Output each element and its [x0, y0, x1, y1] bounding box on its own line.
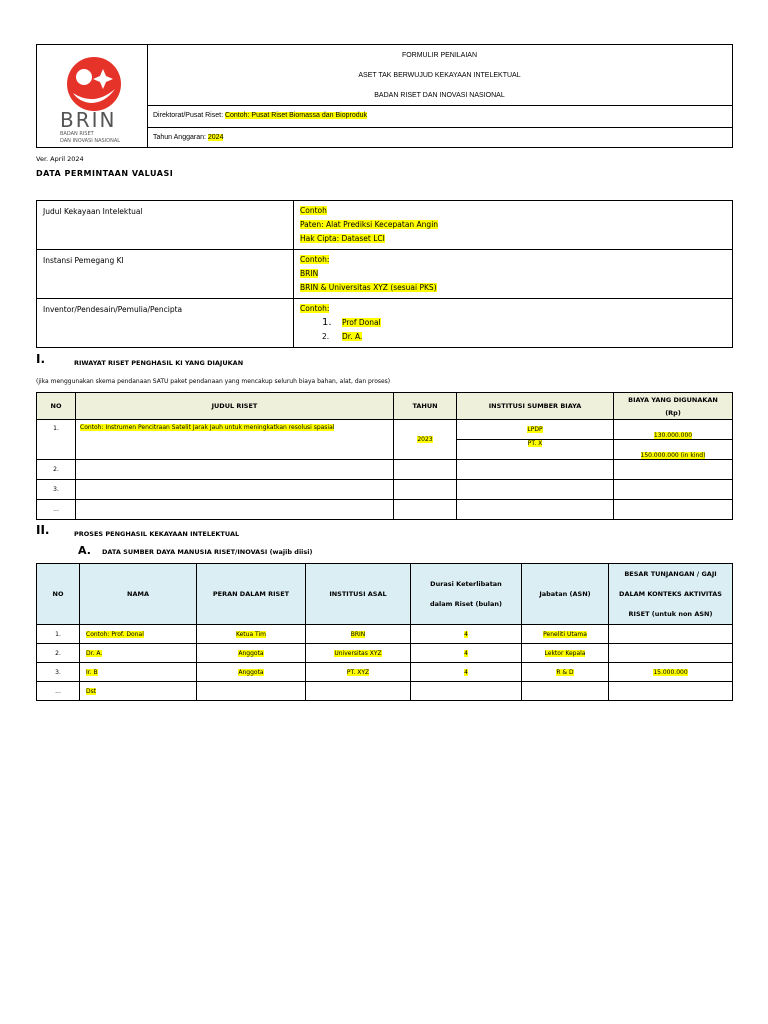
subsection-number: A. — [78, 544, 91, 557]
row-biaya: 150.000.000 (in kind) — [640, 452, 706, 459]
empty-cell[interactable] — [457, 500, 614, 520]
cell-besar[interactable] — [609, 682, 733, 701]
cell-institusi[interactable] — [306, 625, 411, 644]
form-title: FORMULIR PENILAIAN — [401, 52, 478, 59]
table-row — [37, 644, 733, 663]
section-title: RIWAYAT RISET PENGHASIL KI YANG DIAJUKAN — [74, 359, 244, 367]
col-header-besar-line: RISET (untuk non ASN) — [628, 610, 713, 618]
cell-text: Contoh: Prof. Donal — [86, 630, 144, 638]
table-row — [37, 625, 733, 644]
research-history-table — [36, 392, 733, 520]
section-number: II. — [36, 523, 50, 537]
row-institusi: LPDP — [527, 426, 543, 433]
cell-institusi[interactable] — [306, 663, 411, 682]
cell-no: 1. — [37, 625, 80, 644]
col-header-judul: JUDUL RISET — [76, 393, 394, 420]
header-divider — [147, 127, 732, 128]
cell-durasi[interactable] — [411, 625, 522, 644]
instansi-value[interactable] — [294, 250, 733, 299]
col-header-besar — [609, 564, 733, 625]
inventor-number: 1. — [322, 317, 332, 328]
cell-text: Dr. A. — [86, 649, 103, 657]
row-no: 3. — [37, 480, 76, 500]
judul-label: Judul Kekayaan Intelektual — [37, 201, 294, 250]
empty-cell[interactable] — [614, 460, 733, 480]
judul-line: Contoh — [300, 206, 327, 215]
cell-text: Peneliti Utama — [543, 630, 587, 638]
cell-text: Lektor Kepala — [544, 649, 586, 657]
cell-nama[interactable] — [80, 625, 197, 644]
cell-text: Ketua Tim — [235, 630, 267, 638]
cell-no: 3. — [37, 663, 80, 682]
section-note: (jika menggunakan skema pendanaan SATU paket pendanaan yang mencakup seluruh biaya bahan, alat, dan proses) — [36, 378, 391, 385]
cell-besar[interactable] — [609, 644, 733, 663]
col-header-besar-line: BESAR TUNJANGAN / GAJI — [624, 570, 717, 578]
inventor-name: Dr. A. — [342, 332, 363, 341]
version-label: Ver. April 2024 — [36, 155, 84, 163]
empty-cell[interactable] — [76, 460, 394, 480]
row-no: 1. — [37, 420, 76, 460]
cell-text: Anggota — [238, 649, 264, 657]
table-row — [37, 663, 733, 682]
subsection-title: DATA SUMBER DAYA MANUSIA RISET/INOVASI (wajib diisi) — [102, 548, 313, 556]
row-judul-cell[interactable] — [76, 420, 394, 460]
row-institusi: PT. X — [527, 440, 543, 447]
section-heading: DATA PERMINTAAN VALUASI — [36, 169, 174, 178]
logo-cell — [37, 45, 148, 147]
empty-cell[interactable] — [394, 500, 457, 520]
cell-durasi[interactable] — [411, 682, 522, 701]
col-header-besar-line: DALAM KONTEKS AKTIVITAS — [619, 590, 722, 598]
cell-durasi[interactable] — [411, 644, 522, 663]
cell-nama[interactable] — [80, 682, 197, 701]
row-biaya: 130.000.000 — [653, 432, 693, 439]
cell-besar[interactable] — [609, 663, 733, 682]
cell-text: Dst — [86, 687, 97, 695]
inventor-intro: Contoh: — [300, 304, 330, 313]
directorate-value[interactable]: Contoh: Pusat Riset Biomassa dan Bioproduk — [224, 112, 367, 119]
cell-institusi[interactable] — [306, 682, 411, 701]
col-header-jabatan: Jabatan (ASN) — [522, 564, 609, 625]
col-header-durasi — [411, 564, 522, 625]
col-header-peran: PERAN DALAM RISET — [197, 564, 306, 625]
judul-line: Paten: Alat Prediksi Kecepatan Angin — [300, 220, 439, 229]
brin-logo-icon — [65, 55, 123, 113]
cell-peran[interactable] — [197, 644, 306, 663]
form-subtitle: ASET TAK BERWUJUD KEKAYAAN INTELEKTUAL — [358, 72, 521, 79]
logo-wordmark: BRIN — [60, 108, 117, 132]
cell-peran[interactable] — [197, 682, 306, 701]
agency-name: BADAN RISET DAN INOVASI NASIONAL — [374, 92, 505, 99]
budget-year-label: Tahun Anggaran: — [153, 134, 208, 141]
instansi-line: BRIN — [300, 269, 319, 278]
col-header-durasi-line: Durasi Keterlibatan — [430, 580, 502, 588]
cell-no: ... — [37, 682, 80, 701]
cell-nama[interactable] — [80, 663, 197, 682]
cell-text: 4 — [464, 630, 468, 638]
empty-cell[interactable] — [457, 460, 614, 480]
cell-jabatan[interactable] — [522, 682, 609, 701]
judul-value[interactable] — [294, 201, 733, 250]
empty-cell[interactable] — [614, 500, 733, 520]
logo-subtitle-1: BADAN RISET — [60, 131, 94, 137]
col-header-biaya-unit: (Rp) — [665, 408, 681, 417]
col-header-tahun: TAHUN — [394, 393, 457, 420]
cell-jabatan[interactable] — [522, 625, 609, 644]
judul-line: Hak Cipta: Dataset LCI — [300, 234, 385, 243]
row-biaya-cell[interactable] — [614, 440, 733, 460]
form-header — [36, 44, 733, 148]
col-header-biaya — [614, 393, 733, 420]
budget-year-row — [153, 134, 223, 141]
inventor-value[interactable] — [294, 299, 733, 348]
row-no: 2. — [37, 460, 76, 480]
col-header-institusi: INSTITUSI ASAL — [306, 564, 411, 625]
cell-text: R & D — [556, 668, 574, 676]
row-judul: Contoh: Instrumen Pencitraan Satelit Jarak Jauh untuk meningkatkan resolusi spasial — [80, 424, 335, 431]
row-no: ... — [37, 500, 76, 520]
inventor-number: 2. — [322, 332, 330, 341]
cell-nama[interactable] — [80, 644, 197, 663]
instansi-line: BRIN & Universitas XYZ (sesuai PKS) — [300, 283, 437, 292]
cell-text: BRIN — [350, 630, 366, 638]
valuation-info-table — [36, 200, 733, 348]
cell-besar[interactable] — [609, 625, 733, 644]
cell-text: Universitas XYZ — [334, 649, 382, 657]
cell-no: 2. — [37, 644, 80, 663]
instansi-line: Contoh: — [300, 255, 330, 264]
cell-peran[interactable] — [197, 663, 306, 682]
inventor-label: Inventor/Pendesain/Pemulia/Pencipta — [37, 299, 294, 348]
section-title: PROSES PENGHASIL KEKAYAAN INTELEKTUAL — [74, 530, 240, 538]
budget-year-value[interactable]: 2024 — [207, 134, 224, 141]
logo-subtitle-2: DAN INOVASI NASIONAL — [60, 138, 121, 144]
col-header-no: NO — [37, 564, 80, 625]
empty-cell[interactable] — [76, 500, 394, 520]
empty-cell[interactable] — [614, 480, 733, 500]
section-number: I. — [36, 352, 46, 366]
cell-text: 4 — [464, 649, 468, 657]
table-row — [37, 682, 733, 701]
row-institusi-cell[interactable] — [457, 440, 614, 460]
col-header-biaya-line: BIAYA YANG DIGUNAKAN — [628, 395, 718, 404]
cell-peran[interactable] — [197, 625, 306, 644]
cell-jabatan[interactable] — [522, 644, 609, 663]
directorate-label: Direktorat/Pusat Riset: — [153, 112, 225, 119]
empty-cell[interactable] — [394, 480, 457, 500]
cell-text: Anggota — [238, 668, 264, 676]
empty-cell[interactable] — [76, 480, 394, 500]
col-header-no: NO — [37, 393, 76, 420]
col-header-nama: NAMA — [80, 564, 197, 625]
research-hr-table — [36, 563, 733, 701]
cell-text: PT. XYZ — [346, 668, 370, 676]
cell-text: Ir. B — [86, 668, 98, 676]
directorate-row — [153, 112, 367, 119]
header-divider — [147, 105, 732, 106]
row-tahun: 2023 — [417, 436, 433, 443]
cell-text: 15.000.000 — [653, 668, 688, 676]
col-header-durasi-line: dalam Riset (bulan) — [429, 600, 503, 608]
inventor-name: Prof Donal — [342, 318, 381, 327]
row-institusi-cell[interactable] — [457, 420, 614, 440]
row-biaya-cell[interactable] — [614, 420, 733, 440]
cell-text: 4 — [464, 668, 468, 676]
empty-cell[interactable] — [457, 480, 614, 500]
cell-jabatan[interactable] — [522, 663, 609, 682]
empty-cell[interactable] — [394, 460, 457, 480]
cell-durasi[interactable] — [411, 663, 522, 682]
instansi-label: Instansi Pemegang KI — [37, 250, 294, 299]
cell-institusi[interactable] — [306, 644, 411, 663]
col-header-institusi: INSTITUSI SUMBER BIAYA — [457, 393, 614, 420]
row-tahun-cell[interactable] — [394, 420, 457, 460]
